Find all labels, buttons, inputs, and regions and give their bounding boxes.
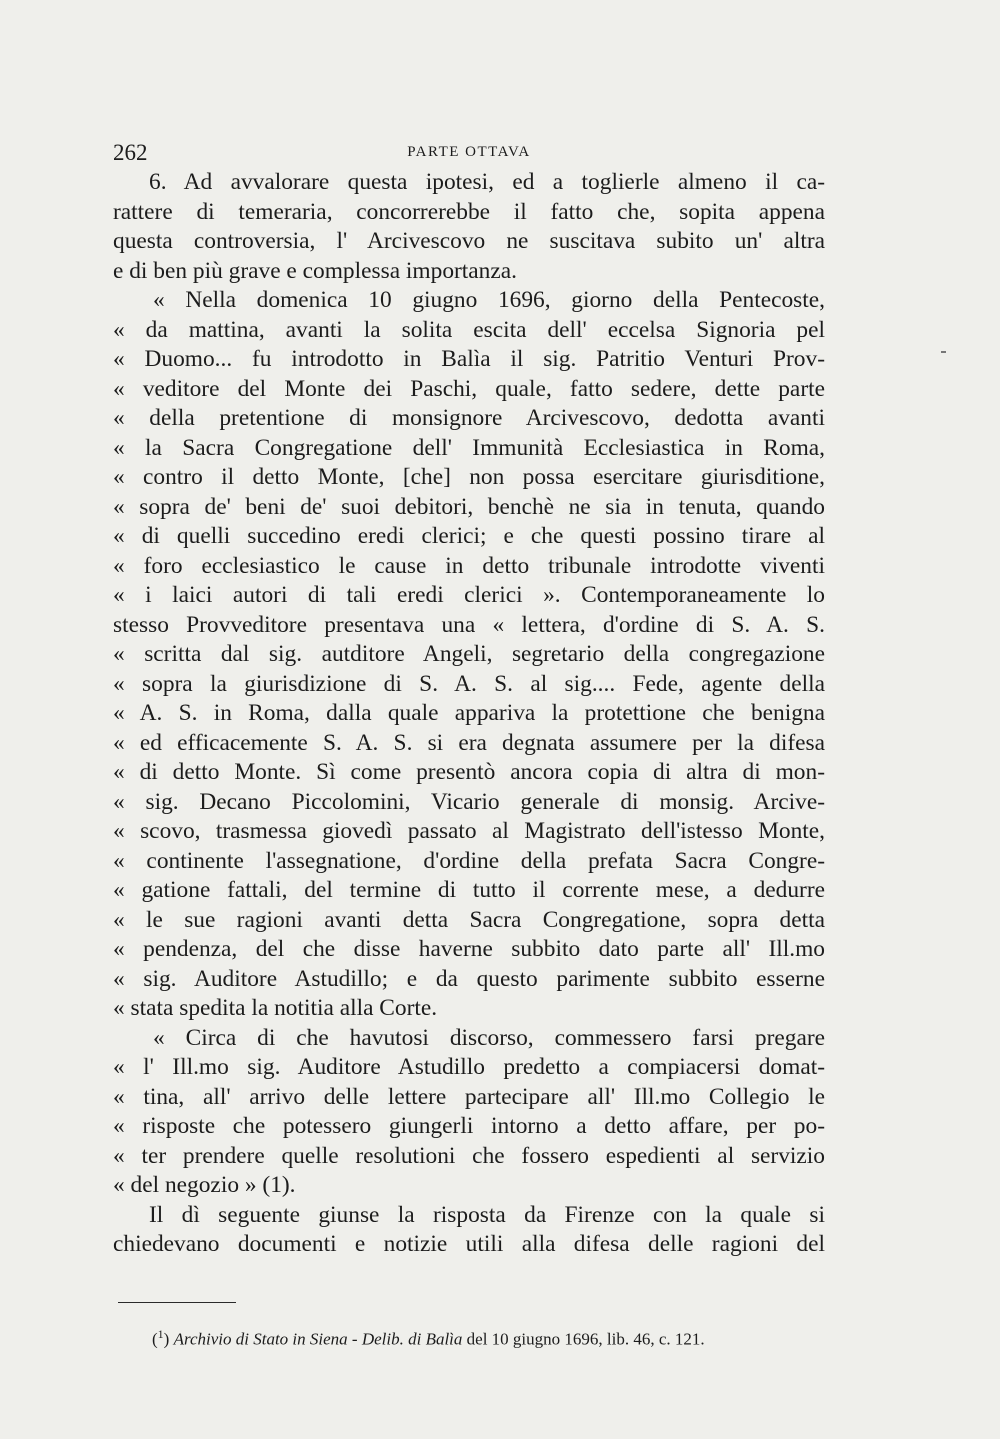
text-line: « veditore del Monte dei Paschi, quale, fatto sedere, dette parte [113,375,825,402]
text-line: « gatione fattali, del termine di tutto il corrente mese, a dedurre [113,877,825,903]
text-line: « sig. Auditore Astudillo; e da questo parimente subbito esserne [113,965,825,992]
footnote-details: del 10 giugno 1696, lib. 46, c. 121. [466,1329,705,1349]
text-line: 6. Ad avvalorare questa ipotesi, ed a toglierle almeno il ca- [149,169,825,195]
text-line: rattere di temeraria, concorrerebbe il fatto che, sopita appena [113,198,825,225]
text-line: « sopra de' beni de' suoi debitori, benchè ne sia in tenuta, quando [113,493,825,520]
text-line: « la Sacra Congregatione dell' Immunità Ecclesiastica in Roma, [113,434,825,461]
text-line: « ter prendere quelle resolutioni che fossero espedienti al servizio [113,1142,825,1169]
text-line: « di quelli succedino eredi clerici; e che questi possino tirare al [113,523,825,549]
page-number: 262 [113,140,148,165]
body-text [113,168,825,1260]
text-line: « di detto Monte. Sì come presentò ancora copia di altra di mon- [113,759,825,785]
text-line: « scritta dal sig. autditore Angeli, segretario della congregazione [113,641,825,667]
margin-mark [941,351,946,353]
footnote-marker: 1 [157,1327,164,1341]
text-line: chiedevano documenti e notizie utili alla difesa delle ragioni del [113,1231,825,1257]
text-line: « stata spedita la notitia alla Corte. [113,995,438,1021]
text-line: Il dì seguente giunse la risposta da Firenze con la quale si [149,1201,825,1228]
text-line: « pendenza, del che disse haverne subbito dato parte all' Ill.mo [113,936,825,962]
text-line: « le sue ragioni avanti detta Sacra Congregatione, sopra detta [113,906,825,933]
text-line: « sopra la giurisdizione di S. A. S. al sig.... Fede, agente della [113,670,825,697]
text-line: e di ben più grave e complessa importanza. [113,257,517,284]
text-line: « ed efficacemente S. A. S. si era degnata assumere per la difesa [113,729,825,756]
text-line: « della pretentione di monsignore Arcivescovo, dedotta avanti [113,405,825,431]
footnote-source: Archivio di Stato in Siena - Delib. di Balìa [173,1329,463,1349]
text-line: « A. S. in Roma, dalla quale appariva la protettione che benigna [113,700,825,726]
text-line: « da mattina, avanti la solita escita dell' eccelsa Signoria pel [113,316,825,343]
text-line: « l' Ill.mo sig. Auditore Astudillo predetto a compiacersi domat- [113,1054,825,1080]
text-line: « Circa di che havutosi discorso, commessero farsi pregare [153,1024,825,1051]
text-line: « i laici autori di tali eredi clerici ». Contemporaneamente lo [113,582,825,608]
text-line: « Nella domenica 10 giugno 1696, giorno della Pentecoste, [153,287,825,313]
text-line: « Duomo... fu introdotto in Balìa il sig. Patritio Venturi Prov- [113,346,825,372]
text-line: stesso Provveditore presentava una « lettera, d'ordine di S. A. S. [113,611,825,638]
text-line: « del negozio » (1). [113,1172,296,1198]
text-line: questa controversia, l' Arcivescovo ne suscitava subito un' altra [113,228,825,254]
running-head: PARTE OTTAVA [407,144,531,160]
text-line: « scovo, trasmessa giovedì passato al Magistrato dell'istesso Monte, [113,818,825,844]
text-line: « tina, all' arrivo delle lettere partecipare all' Ill.mo Collegio le [113,1083,825,1110]
footnote: ($^1$) Archivio di Stato in Siena - Delib. di Balìa del 10 giugno 1696, lib. 46, c. 121. [152,1327,705,1349]
text-line: « continente l'assegnatione, d'ordine della prefata Sacra Congre- [113,847,825,874]
text-line: « sig. Decano Piccolomini, Vicario generale di monsig. Arcive- [113,788,825,815]
text-line: « contro il detto Monte, [che] non possa esercitare giurisditione, [113,464,825,490]
text-line: « risposte che potessero giungerli intorno a detto affare, per po- [113,1113,825,1139]
footnote-divider [118,1302,236,1303]
text-line: « foro ecclesiastico le cause in detto tribunale introdotte viventi [113,552,825,579]
